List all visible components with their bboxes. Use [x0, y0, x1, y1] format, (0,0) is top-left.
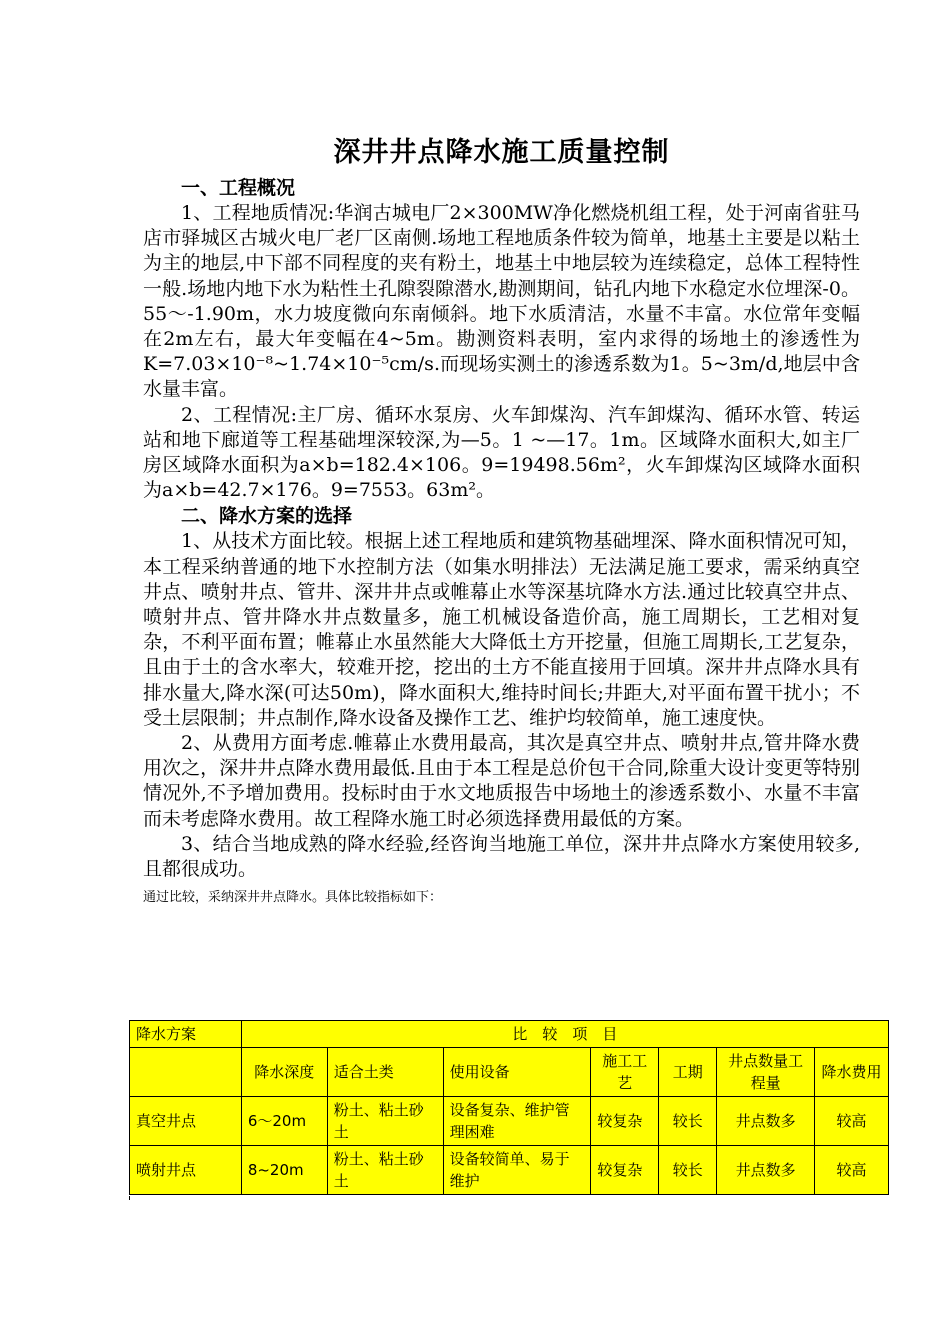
row-duration: 较长: [659, 1146, 717, 1195]
header-group: 比 较 项 目: [241, 1021, 888, 1048]
table-edge-mark: [129, 1196, 130, 1200]
header-cost: 降水费用: [815, 1048, 889, 1097]
row-equipment: 设备较简单、易于维护: [443, 1146, 591, 1195]
paragraph-cost: 2、从费用方面考虑.帷幕止水费用最高，其次是真空井点、喷射井点,管井降水费用次之，深井井点降水费用最低.且由于本工程是总价包干合同,除重大设计变更等特别情况外,不予增加费用。投标时由于水文地质报告中场地土的渗透系数小、水量不丰富而未考虑降水费用。故工程降水施工时必须选择费用最低的方案。: [143, 732, 860, 830]
header-scheme: 降水方案: [130, 1021, 242, 1048]
paragraph-technical: 1、从技术方面比较。根据上述工程地质和建筑物基础埋深、降水面积情况可知，本工程采纳普通的地下水控制方法（如集水明排法）无法满足施工要求，需采纳真空井点、喷射井点、管井、深井井点或帷幕止水等深基坑降水方法.通过比较真空井点、喷射井点、管井降水井点数量多，施工机械设备造价高，施工周期长，工艺相对复杂，不利平面布置；帷幕止水虽然能大大降低土方开挖量，但施工周期长,工艺复杂，且由于土的含水率大，较难开挖，挖出的土方不能直接用于回填。深井井点降水具有排水量大,降水深(可达50m)，降水面积大,维持时间长;井距大,对平面布置干扰小；不受土层限制；井点制作,降水设备及操作工艺、维护均较简单，施工速度快。: [143, 530, 860, 729]
section-heading-2: 二、降水方案的选择: [181, 505, 353, 528]
document-title: 深井井点降水施工质量控制: [333, 137, 670, 168]
paragraph-experience: 3、结合当地成熟的降水经验,经咨询当地施工单位，深井井点降水方案使用较多,且都很成功。: [143, 832, 860, 881]
header-quantity: 井点数量工程量: [717, 1048, 815, 1097]
document-body: [143, 130, 860, 907]
row-cost: 较高: [815, 1146, 889, 1195]
row-scheme: 真空井点: [130, 1097, 242, 1146]
row-process: 较复杂: [591, 1146, 659, 1195]
row-cost: 较高: [815, 1097, 889, 1146]
row-depth: 6～20m: [241, 1097, 327, 1146]
comparison-table: [129, 1020, 889, 1195]
row-scheme: 喷射井点: [130, 1146, 242, 1195]
row-soil: 粉土、粘土砂土: [327, 1146, 443, 1195]
table-row: [130, 1097, 889, 1146]
row-soil: 粉土、粘土砂土: [327, 1097, 443, 1146]
table-row: [130, 1146, 889, 1195]
row-quantity: 井点数多: [717, 1097, 815, 1146]
row-process: 较复杂: [591, 1097, 659, 1146]
table-subheader-row: [130, 1048, 889, 1097]
section-heading-1: 一、工程概况: [181, 177, 296, 199]
paragraph-geology: 1、工程地质情况:华润古城电厂2×300MW净化燃烧机组工程，处于河南省驻马店市驿城区古城火电厂老厂区南侧.场地工程地质条件较为简单，地基土主要是以粘土为主的地层,中下部不同程度的夹有粉土，地基土中地层较为连续稳定，总体工程特性一般.场地内地下水为粘性土孔隙裂隙潜水,勘测期间，钻孔内地下水稳定水位埋深-0。55～-1.90m，水力坡度微向东南倾斜。地下水质清洁，水量不丰富。水位常年变幅在2m左右，最大年变幅在4~5m。勘测资料表明，室内求得的场地土的渗透性为K=7.03×10⁻⁸~1.74×10⁻⁵cm/s.而现场实测土的渗透系数为1。5~3m/d,地层中含水量丰富。: [143, 202, 860, 401]
header-equipment: 使用设备: [443, 1048, 591, 1097]
row-duration: 较长: [659, 1097, 717, 1146]
header-duration: 工期: [659, 1048, 717, 1097]
header-process: 施工工艺: [591, 1048, 659, 1097]
row-depth: 8~20m: [241, 1146, 327, 1195]
row-equipment: 设备复杂、维护管理困难: [443, 1097, 591, 1146]
header-empty: [130, 1048, 242, 1097]
header-soil: 适合土类: [327, 1048, 443, 1097]
header-depth: 降水深度: [241, 1048, 327, 1097]
row-quantity: 井点数多: [717, 1146, 815, 1195]
paragraph-project: 2、工程情况:主厂房、循环水泵房、火车卸煤沟、汽车卸煤沟、循环水管、转运站和地下廊道等工程基础埋深较深,为—5。1 ~—17。1m。区域降水面积大,如主厂房区域降水面积为a×b=182.4×106。9=19498.56m²，火车卸煤沟区域降水面积为a×b=42.7×176。9=7553。63m²。: [143, 403, 860, 502]
comparison-note: 通过比较，采纳深井井点降水。具体比较指标如下：: [143, 890, 443, 906]
table-header-row: [130, 1021, 889, 1048]
